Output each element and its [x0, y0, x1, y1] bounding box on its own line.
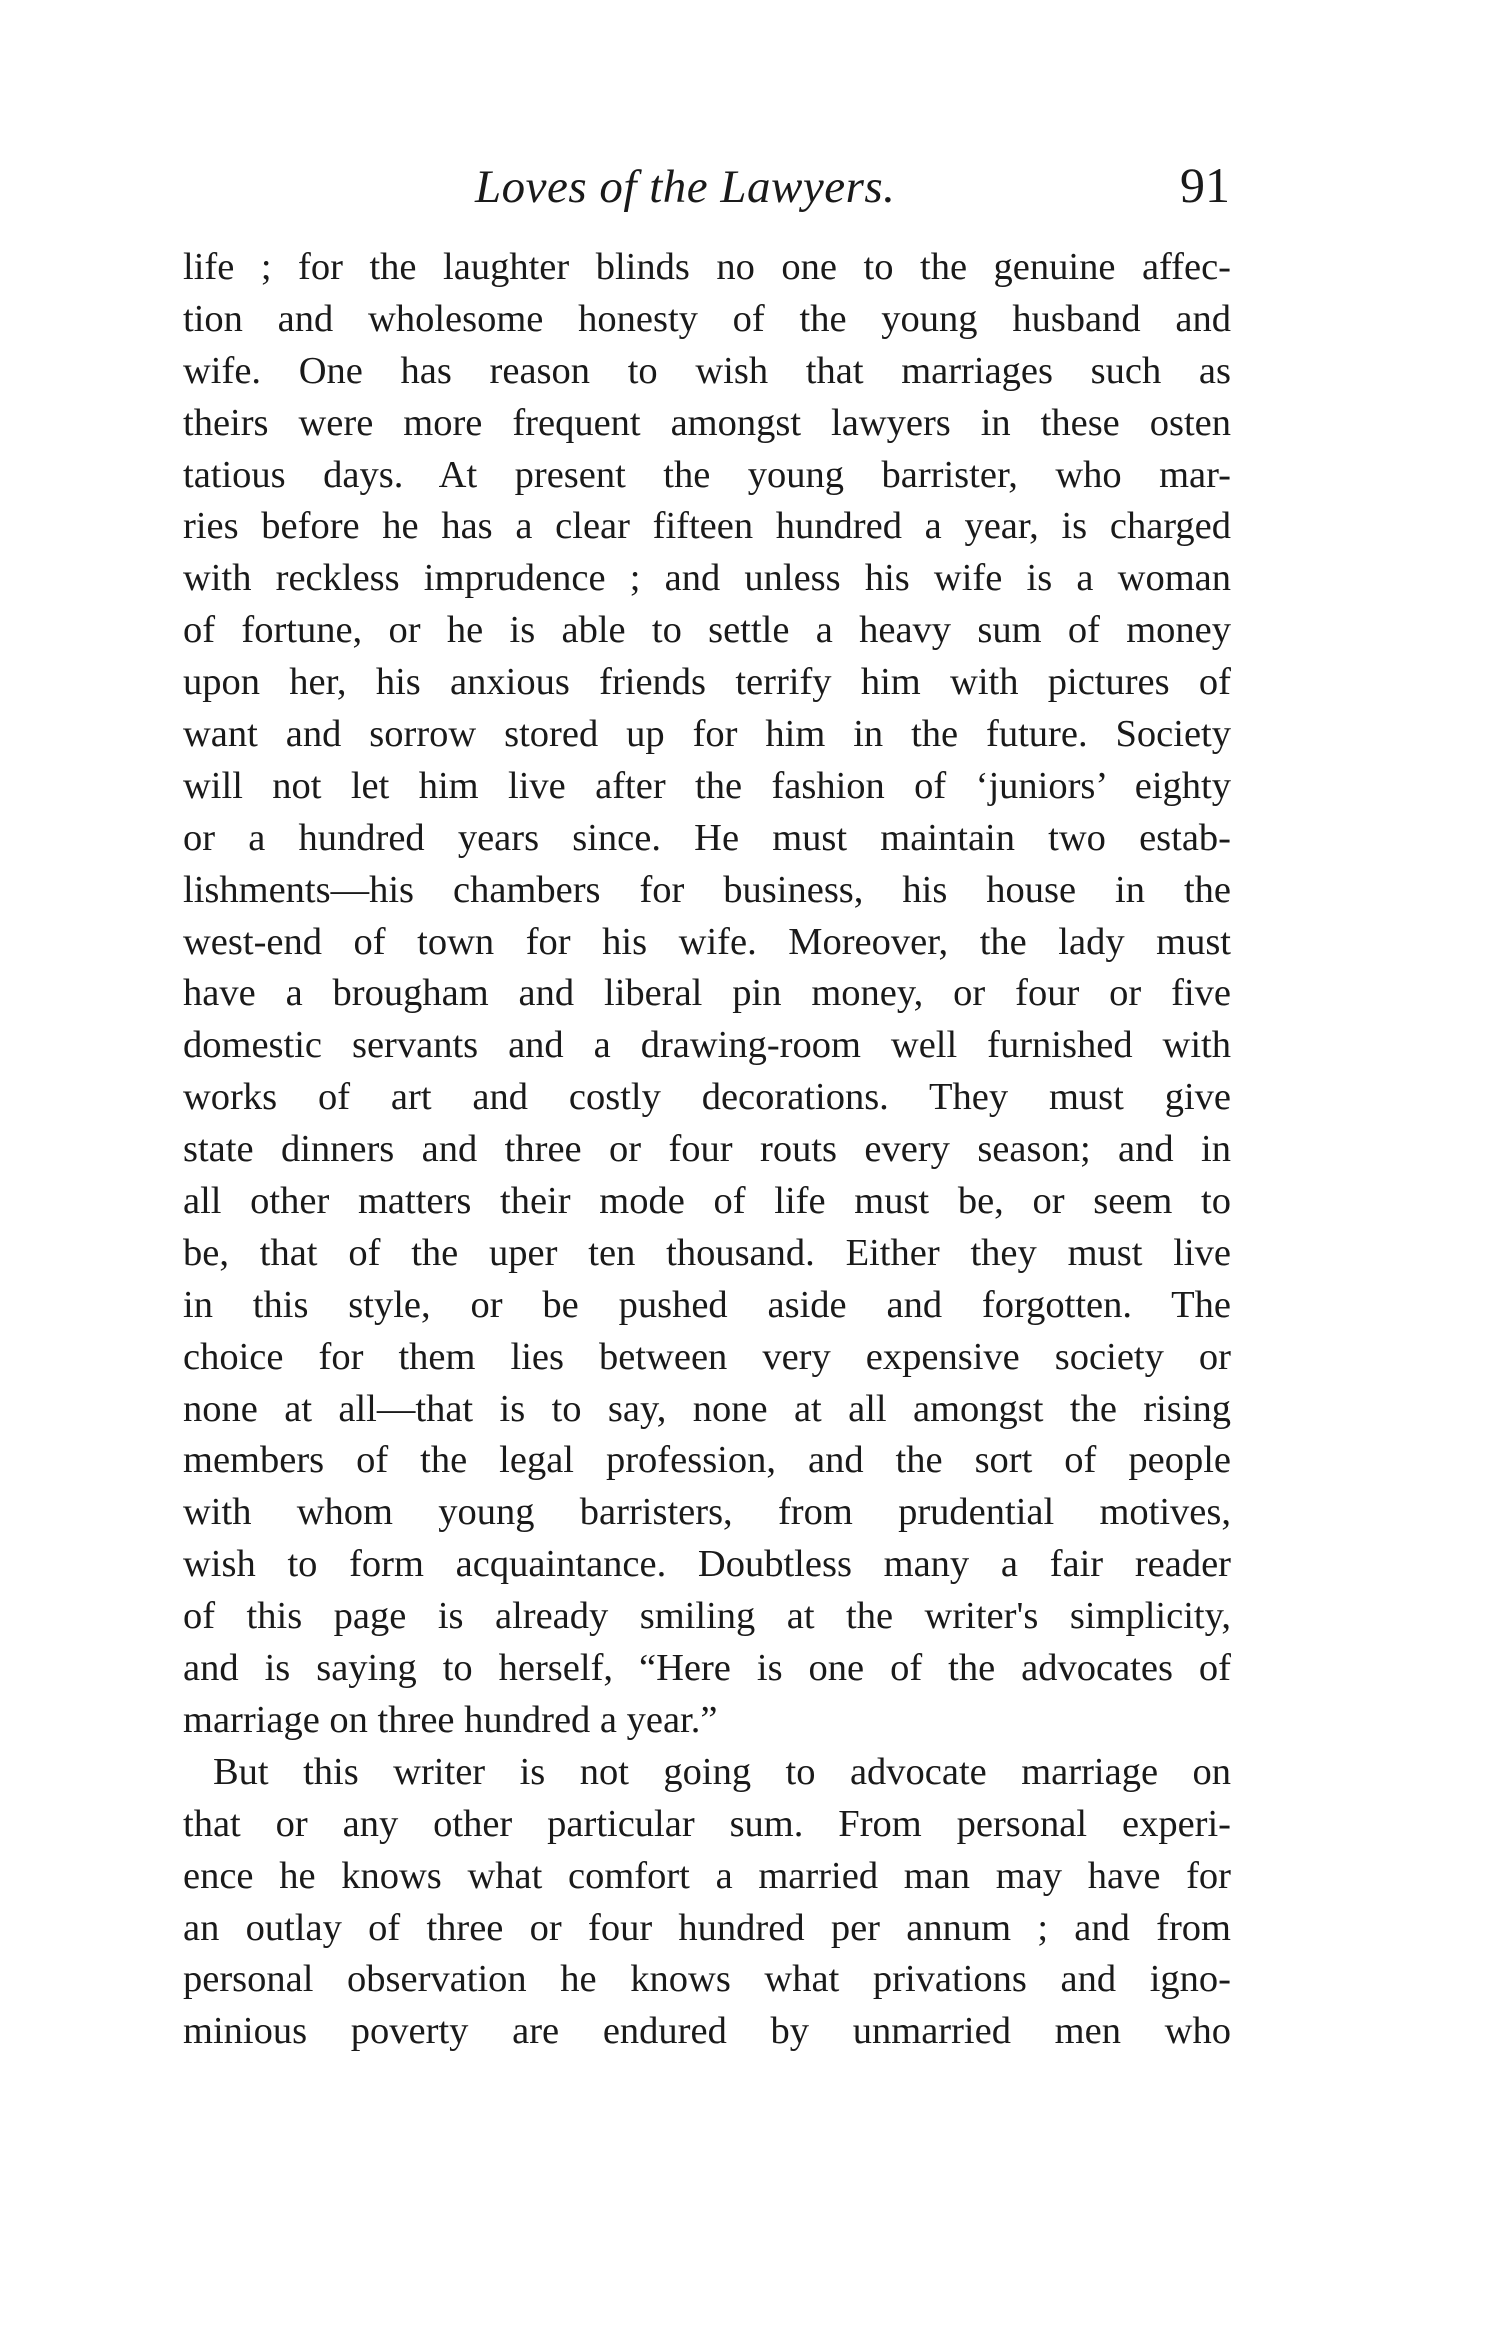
text-line: in this style, or be pushed aside and forgotten. The: [183, 1283, 1231, 1326]
text-line: works of art and costly decorations. They must give: [183, 1076, 1231, 1119]
text-line: be, that of the uper ten thousand. Either they must live: [183, 1231, 1231, 1274]
running-head: [0, 157, 1502, 220]
page-number: 91: [1180, 157, 1230, 213]
text-line: wife. One has reason to wish that marriages such as: [183, 349, 1231, 392]
text-line: tatious days. At present the young barrister, who mar-: [183, 453, 1231, 496]
text-line: tion and wholesome honesty of the young husband and: [183, 297, 1231, 340]
text-line: and is saying to herself, “Here is one of the advocates of: [183, 1647, 1231, 1690]
text-line: upon her, his anxious friends terrify him with pictures of: [183, 661, 1231, 704]
text-line: marriage on three hundred a year.”: [183, 1698, 718, 1741]
body-text: [183, 242, 1231, 2058]
text-line: of fortune, or he is able to settle a heavy sum of money: [183, 609, 1231, 652]
text-line: lishments—his chambers for business, his house in the: [183, 868, 1231, 911]
text-line: that or any other particular sum. From personal experi-: [183, 1802, 1231, 1845]
text-line: minious poverty are endured by unmarried men who: [183, 2010, 1231, 2053]
text-line: all other matters their mode of life must be, or seem to: [183, 1180, 1231, 1223]
text-line: want and sorrow stored up for him in the future. Society: [183, 713, 1231, 756]
paragraph-2: [183, 1747, 1231, 2058]
text-line: have a brougham and liberal pin money, or four or five: [183, 972, 1231, 1015]
text-line: ries before he has a clear fifteen hundred a year, is charged: [183, 505, 1231, 548]
text-line: wish to form acquaintance. Doubtless many a fair reader: [183, 1543, 1231, 1586]
text-line: members of the legal profession, and the sort of people: [183, 1439, 1231, 1482]
text-line: with reckless imprudence ; and unless his wife is a woman: [183, 557, 1231, 600]
text-line: personal observation he knows what privations and igno-: [183, 1958, 1231, 2001]
text-line: life ; for the laughter blinds no one to the genuine affec-: [183, 246, 1231, 288]
text-line: choice for them lies between very expensive society or: [183, 1335, 1231, 1378]
paragraph-1: [183, 242, 1231, 1747]
text-line: domestic servants and a drawing-room well furnished with: [183, 1024, 1231, 1067]
text-line: an outlay of three or four hundred per annum ; and from: [183, 1906, 1231, 1949]
text-line: west-end of town for his wife. Moreover, the lady must: [183, 920, 1231, 963]
text-line: will not let him live after the fashion of ‘juniors’ eighty: [183, 764, 1231, 807]
text-line: or a hundred years since. He must maintain two estab-: [183, 816, 1231, 859]
running-title: Loves of the Lawyers.: [475, 161, 896, 213]
text-line: with whom young barristers, from prudential motives,: [183, 1491, 1231, 1534]
text-line: state dinners and three or four routs every season; and in: [183, 1128, 1231, 1171]
text-line: of this page is already smiling at the writer's simplicity,: [183, 1595, 1231, 1638]
text-line: none at all—that is to say, none at all amongst the rising: [183, 1387, 1231, 1430]
text-line: ence he knows what comfort a married man may have for: [183, 1854, 1231, 1897]
text-line: theirs were more frequent amongst lawyers in these osten: [183, 401, 1231, 444]
text-line: But this writer is not going to advocate marriage on: [213, 1750, 1231, 1793]
